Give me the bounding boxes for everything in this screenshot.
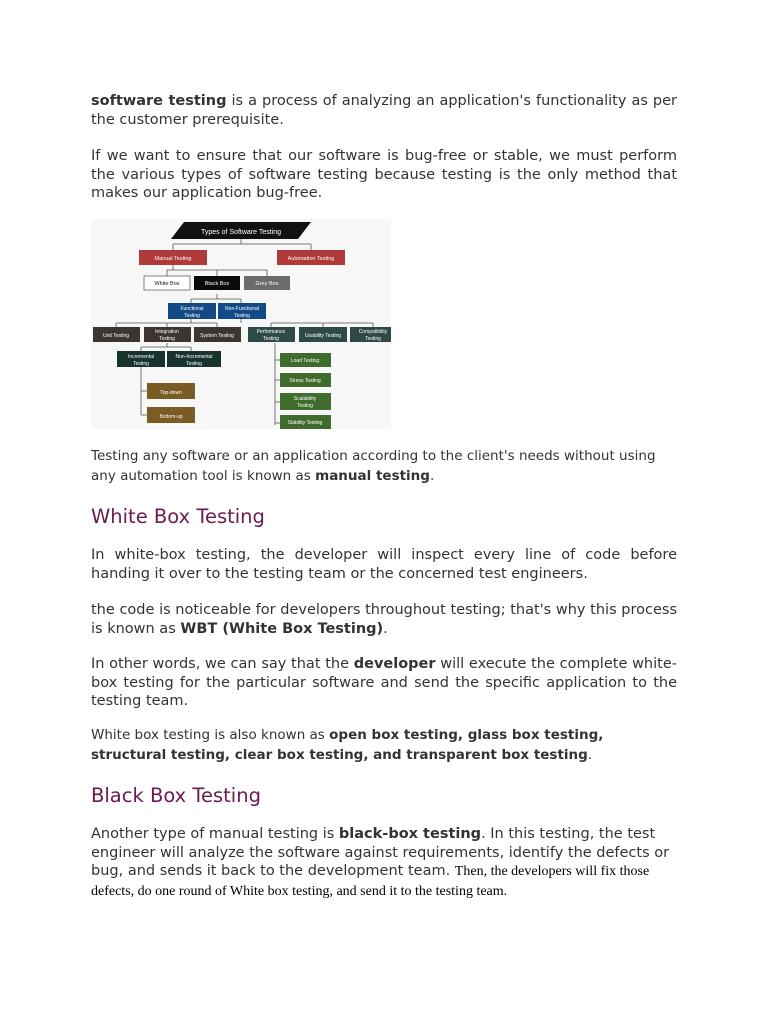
node-performance-1: Performance bbox=[256, 329, 286, 335]
node-black-box: Black Box bbox=[204, 281, 230, 287]
types-of-testing-diagram bbox=[91, 219, 391, 429]
white-box-aliases-paragraph: White box testing is also known as open box testing, glass box testing, structural testing, clear box testing, and transparent box testing. bbox=[91, 727, 604, 763]
node-scalability-2: Testing bbox=[297, 403, 313, 409]
node-manual-testing: Manual Testing bbox=[154, 256, 192, 262]
node-incremental-2: Testing bbox=[133, 361, 149, 367]
node-automation-testing: Automation Testing bbox=[287, 256, 335, 262]
white-box-aliases: open box testing, glass box testing, structural testing, clear box testing, and transparent box testing bbox=[91, 727, 604, 763]
black-box-heading: Black Box Testing bbox=[91, 784, 261, 807]
node-compatibility-1: Compatibility bbox=[358, 329, 388, 335]
black-box-paragraph: Another type of manual testing is black-box testing. In this testing, the test engineer will analyze the software against requirements, identify the defects or bug, and sends it back to the development team. Then, the developers will fix those defects, do one round of White box testing, and send it to the testing team. bbox=[91, 826, 670, 899]
node-bottom-up: Bottom-up bbox=[159, 414, 183, 420]
manual-testing-paragraph: Testing any software or an application according to the client's needs without using any automation tool is known as manual testing. bbox=[91, 448, 656, 484]
intro-paragraph: software testing is a process of analyzing an application's functionality as per the customer prerequisite. bbox=[91, 93, 678, 128]
node-top-down: Top-down bbox=[160, 390, 182, 396]
white-box-heading: White Box Testing bbox=[91, 505, 265, 528]
bug-free-paragraph: If we want to ensure that our software is bug-free or stable, we must perform the various types of software testing because testing is the only method that makes our application bug-free. bbox=[91, 148, 677, 201]
node-non-incremental-1: Non-Incremental bbox=[175, 354, 213, 360]
node-stress-testing: Stress Testing bbox=[289, 378, 321, 384]
node-functional-1: Functional bbox=[180, 306, 204, 312]
node-stability-testing: Stability Testing bbox=[287, 420, 323, 426]
node-load-testing: Load Testing bbox=[290, 358, 320, 364]
white-box-paragraph-2: the code is noticeable for developers throughout testing; that's why this process is known as WBT (White Box Testing). bbox=[91, 602, 677, 637]
node-functional-2: Testing bbox=[184, 313, 200, 319]
node-white-box: White Box bbox=[154, 281, 180, 287]
diagram-title: Types of Software Testing bbox=[200, 229, 282, 236]
node-scalability-1: Scalability bbox=[293, 396, 317, 402]
black-box-term: black-box testing bbox=[338, 826, 482, 842]
node-incremental-1: Incremental bbox=[127, 354, 155, 360]
developer-term: developer bbox=[353, 656, 436, 672]
node-non-incremental-2: Testing bbox=[186, 361, 202, 367]
node-performance-2: Testing bbox=[263, 336, 279, 342]
node-usability-testing: Usability Testing bbox=[304, 333, 342, 339]
software-testing-term: software testing bbox=[91, 93, 227, 109]
node-integration-1: Integration bbox=[155, 329, 179, 335]
node-non-functional-1: Non-Functional bbox=[225, 306, 259, 312]
manual-testing-term: manual testing bbox=[315, 467, 430, 484]
node-non-functional-2: Testing bbox=[234, 313, 250, 319]
node-compatibility-2: Testing bbox=[365, 336, 381, 342]
white-box-paragraph-3: In other words, we can say that the developer will execute the complete white-box testing for the particular software and send the specific application to the testing team. bbox=[91, 656, 677, 709]
white-box-paragraph-1: In white-box testing, the developer will inspect every line of code before handing it over to the testing team or the concerned test engineers. bbox=[91, 547, 677, 582]
node-unit-testing: Unit Testing bbox=[102, 333, 130, 339]
node-grey-box: Grey Box bbox=[255, 281, 279, 287]
wbt-term: WBT (White Box Testing) bbox=[180, 620, 384, 637]
node-system-testing: System Testing bbox=[200, 333, 234, 339]
node-integration-2: Testing bbox=[159, 336, 175, 342]
